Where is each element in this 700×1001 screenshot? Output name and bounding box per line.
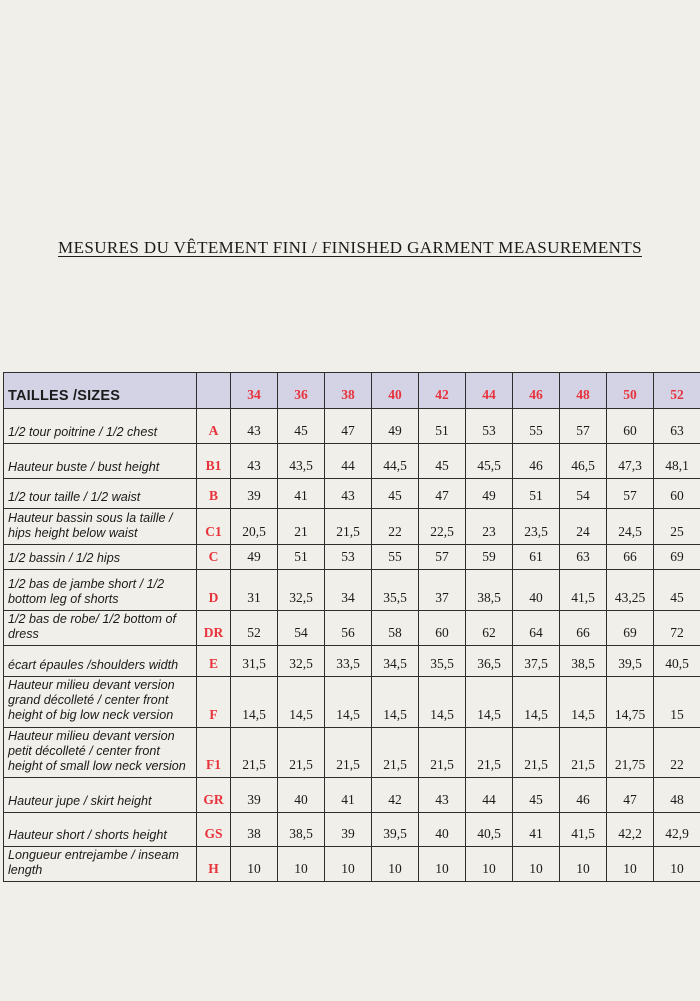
row-value: 40 [419,812,466,846]
row-value: 10 [560,846,607,881]
row-value: 21,5 [231,727,278,777]
row-value: 15 [654,677,700,727]
row-value: 46 [513,444,560,479]
row-value: 10 [607,846,654,881]
row-value: 31,5 [231,646,278,677]
row-value: 63 [560,545,607,570]
size-header: 44 [466,373,513,409]
header-row [4,373,700,409]
row-value: 24,5 [607,509,654,545]
row-value: 60 [607,409,654,444]
row-value: 43,5 [278,444,325,479]
row-value: 69 [607,611,654,646]
table-row [4,509,700,545]
row-value: 41 [325,777,372,812]
row-value: 41,5 [560,812,607,846]
row-code: GR [197,777,231,812]
table-row [4,545,700,570]
row-label: 1/2 bas de robe/ 1/2 bottom of dress [4,611,197,646]
row-value: 20,5 [231,509,278,545]
row-value: 14,5 [278,677,325,727]
row-value: 55 [513,409,560,444]
size-header: 42 [419,373,466,409]
row-value: 59 [466,545,513,570]
row-value: 21,5 [419,727,466,777]
row-value: 48,1 [654,444,700,479]
row-value: 40,5 [466,812,513,846]
row-code: F [197,677,231,727]
row-value: 61 [513,545,560,570]
table-row [4,677,700,727]
row-label: Hauteur buste / bust height [4,444,197,479]
row-label: Hauteur milieu devant version petit décolleté / center front height of small low neck version [4,727,197,777]
row-value: 34,5 [372,646,419,677]
row-value: 21,5 [372,727,419,777]
row-label: 1/2 tour poitrine / 1/2 chest [4,409,197,444]
row-code: C [197,545,231,570]
row-code: B [197,479,231,509]
row-value: 43 [419,777,466,812]
row-value: 45 [278,409,325,444]
size-header: 46 [513,373,560,409]
row-value: 14,5 [560,677,607,727]
row-value: 63 [654,409,700,444]
table-row [4,727,700,777]
row-label: Hauteur bassin sous la taille / hips height below waist [4,509,197,545]
row-value: 62 [466,611,513,646]
row-value: 42,9 [654,812,700,846]
row-value: 14,5 [372,677,419,727]
row-code: F1 [197,727,231,777]
row-value: 60 [654,479,700,509]
row-code: H [197,846,231,881]
row-code: GS [197,812,231,846]
row-label: Hauteur milieu devant version grand décolleté / center front height of big low neck version [4,677,197,727]
row-value: 69 [654,545,700,570]
row-code: D [197,570,231,611]
code-column-header [197,373,231,409]
row-value: 10 [372,846,419,881]
size-header: 34 [231,373,278,409]
row-value: 38,5 [560,646,607,677]
row-code: A [197,409,231,444]
row-value: 43,25 [607,570,654,611]
row-value: 21,5 [466,727,513,777]
size-header: 50 [607,373,654,409]
row-value: 44 [466,777,513,812]
row-value: 38,5 [466,570,513,611]
row-code: C1 [197,509,231,545]
row-value: 55 [372,545,419,570]
row-value: 47 [607,777,654,812]
row-value: 39,5 [372,812,419,846]
row-value: 57 [607,479,654,509]
row-value: 44,5 [372,444,419,479]
row-value: 54 [560,479,607,509]
row-value: 40 [513,570,560,611]
table-row [4,812,700,846]
size-header: 48 [560,373,607,409]
row-value: 51 [419,409,466,444]
row-value: 57 [419,545,466,570]
row-value: 32,5 [278,646,325,677]
row-value: 41,5 [560,570,607,611]
row-value: 47 [325,409,372,444]
row-code: E [197,646,231,677]
row-value: 10 [419,846,466,881]
size-header: 38 [325,373,372,409]
row-value: 45 [372,479,419,509]
row-value: 24 [560,509,607,545]
row-value: 53 [325,545,372,570]
row-value: 10 [325,846,372,881]
row-value: 21,5 [513,727,560,777]
row-value: 10 [278,846,325,881]
row-value: 14,5 [513,677,560,727]
row-value: 38 [231,812,278,846]
row-value: 22 [372,509,419,545]
row-value: 49 [372,409,419,444]
row-label: Hauteur jupe / skirt height [4,777,197,812]
sizes-header-label: TAILLES /SIZES [4,373,197,409]
row-value: 51 [513,479,560,509]
row-value: 66 [607,545,654,570]
row-value: 45,5 [466,444,513,479]
row-value: 35,5 [372,570,419,611]
row-value: 41 [513,812,560,846]
row-value: 39,5 [607,646,654,677]
row-value: 21,5 [325,727,372,777]
row-value: 33,5 [325,646,372,677]
row-value: 46,5 [560,444,607,479]
row-value: 32,5 [278,570,325,611]
page-title: MESURES DU VÊTEMENT FINI / FINISHED GARMENT MEASUREMENTS [58,238,642,257]
row-label: 1/2 bassin / 1/2 hips [4,545,197,570]
row-value: 23,5 [513,509,560,545]
row-value: 43 [231,444,278,479]
table-row [4,846,700,881]
row-code: B1 [197,444,231,479]
row-value: 37,5 [513,646,560,677]
row-value: 14,5 [466,677,513,727]
row-value: 42 [372,777,419,812]
row-value: 64 [513,611,560,646]
table-row [4,570,700,611]
row-value: 36,5 [466,646,513,677]
row-value: 43 [231,409,278,444]
row-value: 25 [654,509,700,545]
row-value: 41 [278,479,325,509]
row-label: écart épaules /shoulders width [4,646,197,677]
table-row [4,479,700,509]
row-value: 14,5 [419,677,466,727]
row-value: 10 [654,846,700,881]
row-value: 14,75 [607,677,654,727]
row-value: 21,5 [325,509,372,545]
row-value: 39 [231,777,278,812]
row-value: 48 [654,777,700,812]
row-value: 43 [325,479,372,509]
row-value: 37 [419,570,466,611]
row-value: 60 [419,611,466,646]
row-value: 49 [231,545,278,570]
row-value: 35,5 [419,646,466,677]
row-label: 1/2 bas de jambe short / 1/2 bottom leg of shorts [4,570,197,611]
size-header: 40 [372,373,419,409]
row-label: 1/2 tour taille / 1/2 waist [4,479,197,509]
row-value: 45 [654,570,700,611]
row-value: 52 [231,611,278,646]
row-value: 10 [231,846,278,881]
row-value: 42,2 [607,812,654,846]
table-row [4,611,700,646]
row-value: 45 [419,444,466,479]
row-value: 10 [466,846,513,881]
row-value: 45 [513,777,560,812]
row-value: 56 [325,611,372,646]
row-value: 39 [231,479,278,509]
row-value: 54 [278,611,325,646]
row-value: 40 [278,777,325,812]
row-code: DR [197,611,231,646]
size-header: 36 [278,373,325,409]
row-value: 31 [231,570,278,611]
table-row [4,409,700,444]
row-value: 44 [325,444,372,479]
row-value: 22,5 [419,509,466,545]
row-value: 34 [325,570,372,611]
row-value: 10 [513,846,560,881]
row-value: 49 [466,479,513,509]
row-value: 38,5 [278,812,325,846]
row-label: Hauteur short / shorts height [4,812,197,846]
row-value: 57 [560,409,607,444]
row-value: 53 [466,409,513,444]
row-value: 14,5 [325,677,372,727]
row-value: 21,75 [607,727,654,777]
row-label: Longueur entrejambe / inseam length [4,846,197,881]
table-row [4,444,700,479]
row-value: 47 [419,479,466,509]
table-body [4,409,700,882]
row-value: 39 [325,812,372,846]
row-value: 47,3 [607,444,654,479]
row-value: 23 [466,509,513,545]
row-value: 21,5 [560,727,607,777]
row-value: 51 [278,545,325,570]
table-row [4,777,700,812]
row-value: 21 [278,509,325,545]
row-value: 14,5 [231,677,278,727]
row-value: 72 [654,611,700,646]
table-row [4,646,700,677]
measurements-table [3,372,700,882]
row-value: 40,5 [654,646,700,677]
row-value: 22 [654,727,700,777]
row-value: 58 [372,611,419,646]
size-header: 52 [654,373,700,409]
row-value: 66 [560,611,607,646]
row-value: 46 [560,777,607,812]
row-value: 21,5 [278,727,325,777]
